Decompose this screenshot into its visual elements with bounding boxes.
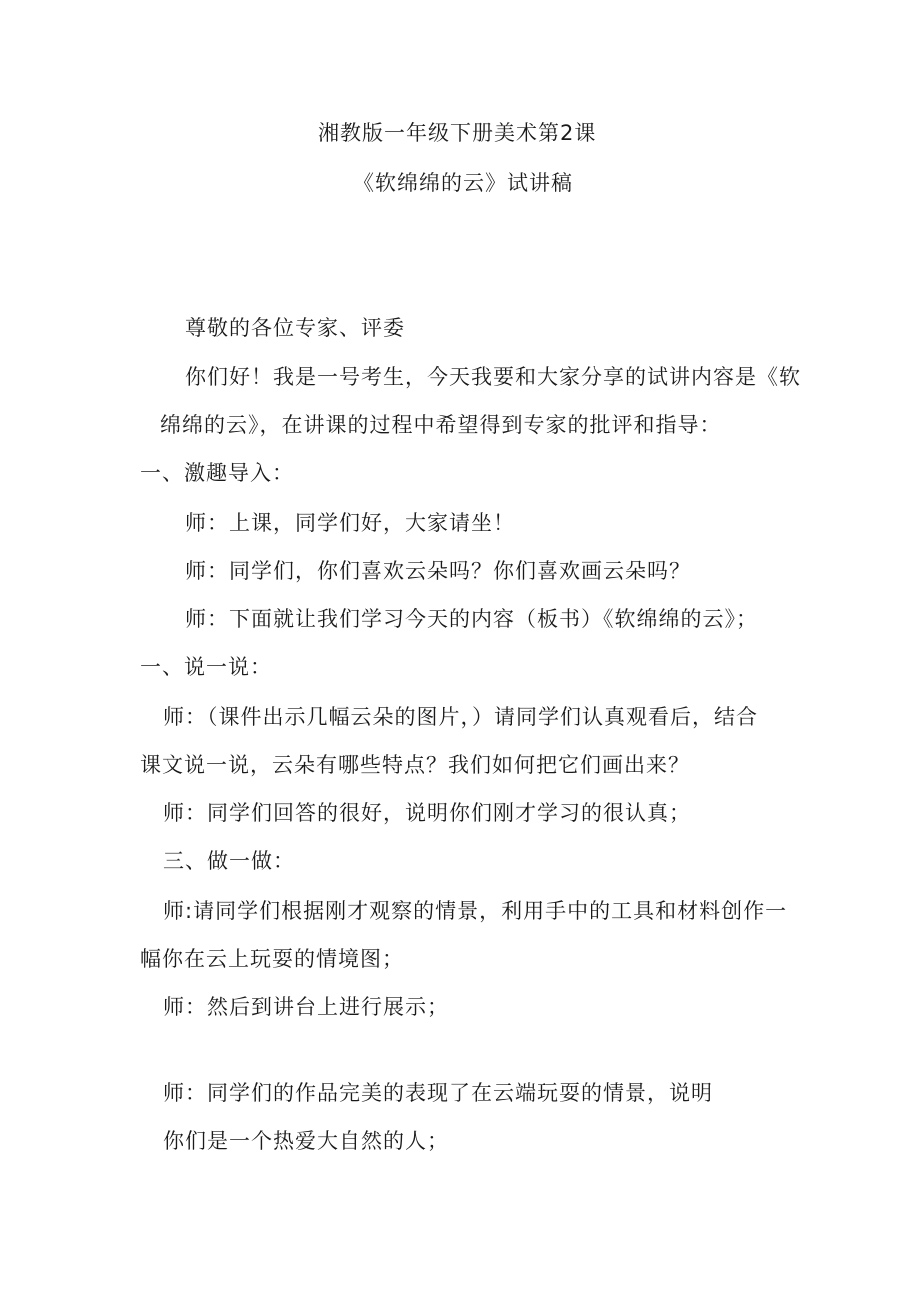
section-heading-2: 一、说一说： [140, 655, 272, 679]
section-heading-1: 一、激趣导入： [140, 461, 294, 485]
section-heading-3: 三、做一做： [163, 849, 295, 873]
dialogue-continuation: 课文说一说，云朵有哪些特点？我们如何把它们画出来？ [140, 753, 690, 777]
document-title: 湘教版一年级下册美术第2课 [318, 121, 597, 145]
dialogue-line: 师：然后到讲台上进行展示； [163, 995, 449, 1019]
dialogue-line: 师:请同学们根据刚才观察的情景，利用手中的工具和材料创作一 [163, 899, 788, 923]
intro-line-1: 你们好！我是一号考生，今天我要和大家分享的试讲内容是《软 [185, 365, 801, 389]
greeting-line: 尊敬的各位专家、评委 [185, 316, 405, 340]
dialogue-continuation: 幅你在云上玩耍的情境图； [140, 947, 404, 971]
document-subtitle: 《软绵绵的云》试讲稿 [353, 171, 573, 195]
dialogue-line: 师：下面就让我们学习今天的内容（板书）《软绵绵的云》； [185, 607, 758, 631]
dialogue-line: 师：上课，同学们好，大家请坐！ [185, 511, 515, 535]
dialogue-line: 师：同学们的作品完美的表现了在云端玩耍的情景，说明 [163, 1081, 713, 1105]
dialogue-line: 师：同学们回答的很好，说明你们刚才学习的很认真； [163, 801, 691, 825]
dialogue-continuation: 你们是一个热爱大自然的人； [163, 1129, 449, 1153]
dialogue-line: 师：（课件出示几幅云朵的图片，）请同学们认真观看后，结合 [163, 705, 758, 729]
dialogue-line: 师：同学们，你们喜欢云朵吗？你们喜欢画云朵吗？ [185, 559, 691, 583]
intro-line-2: 绵绵的云》，在讲课的过程中希望得到专家的批评和指导： [160, 413, 722, 437]
